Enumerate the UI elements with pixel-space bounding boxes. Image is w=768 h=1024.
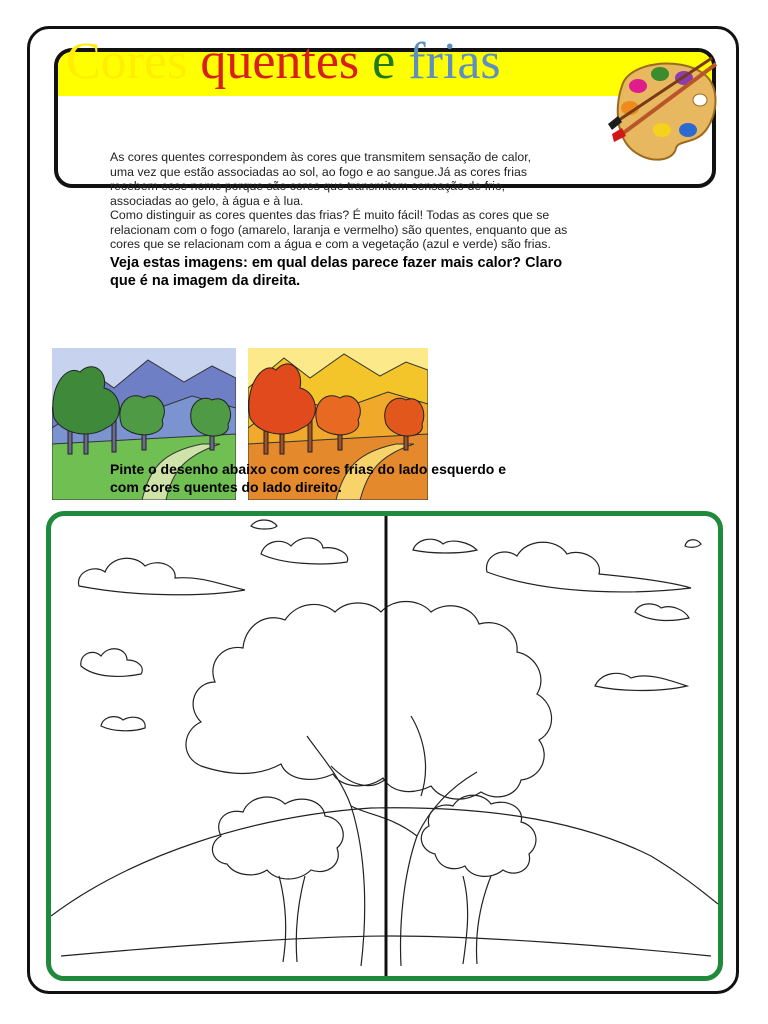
tree-coloring-drawing (51, 516, 718, 976)
title-word-cores: Cores (66, 33, 188, 90)
cloud (251, 520, 277, 529)
intro-line: associadas ao gelo, à água e à lua. (110, 193, 304, 208)
intro-line: uma vez que estão associadas ao sol, ao fogo e ao sangue.Já as cores frias (110, 164, 527, 179)
intro-line: recebem esse nome porque são cores que transmitem sensação de frio, (110, 179, 506, 193)
intro-line: Como distinguir as cores quentes das frias? É muito fácil! Todas as cores que se (110, 208, 550, 222)
small-right-tree-canopy (421, 795, 536, 876)
question-line: que é na imagem da direita. (110, 273, 301, 289)
title-word-quentes: quentes (200, 33, 360, 90)
page-title (66, 33, 501, 90)
title-word-frias: frias (408, 33, 501, 90)
intro-line: As cores quentes correspondem às cores que transmitem sensação de calor, (110, 150, 532, 164)
cloud (413, 539, 477, 553)
title-word-e: e (372, 33, 396, 90)
coloring-area (46, 511, 723, 981)
intro-line: cores que se relacionam com a água e com a vegetação (azul e verde) são frias. (110, 237, 551, 251)
instruction-line: Pinte o desenho abaixo com cores frias do lado esquerdo e (110, 461, 506, 477)
small-right-tree-trunk (463, 876, 491, 964)
small-left-tree-canopy (212, 797, 343, 879)
cloud (101, 717, 145, 731)
intro-text (110, 150, 650, 252)
main-tree-trunk (307, 716, 477, 966)
cloud (78, 558, 245, 594)
main-tree-canopy (186, 602, 552, 800)
small-left-tree-trunk (279, 876, 305, 962)
cloud (595, 673, 687, 690)
question-line: Veja estas imagens: em qual delas parece fazer mais calor? Claro (110, 255, 563, 271)
intro-line: relacionam com o fogo (amarelo, laranja e vermelho) são quentes, enquanto que as (110, 222, 568, 237)
cloud (635, 604, 689, 621)
cloud (685, 540, 701, 548)
question-text (110, 254, 670, 290)
coloring-instruction (110, 460, 670, 496)
instruction-line: com cores quentes do lado direito. (110, 479, 342, 495)
cloud (486, 542, 691, 592)
cloud (81, 649, 142, 677)
cloud (261, 538, 348, 564)
